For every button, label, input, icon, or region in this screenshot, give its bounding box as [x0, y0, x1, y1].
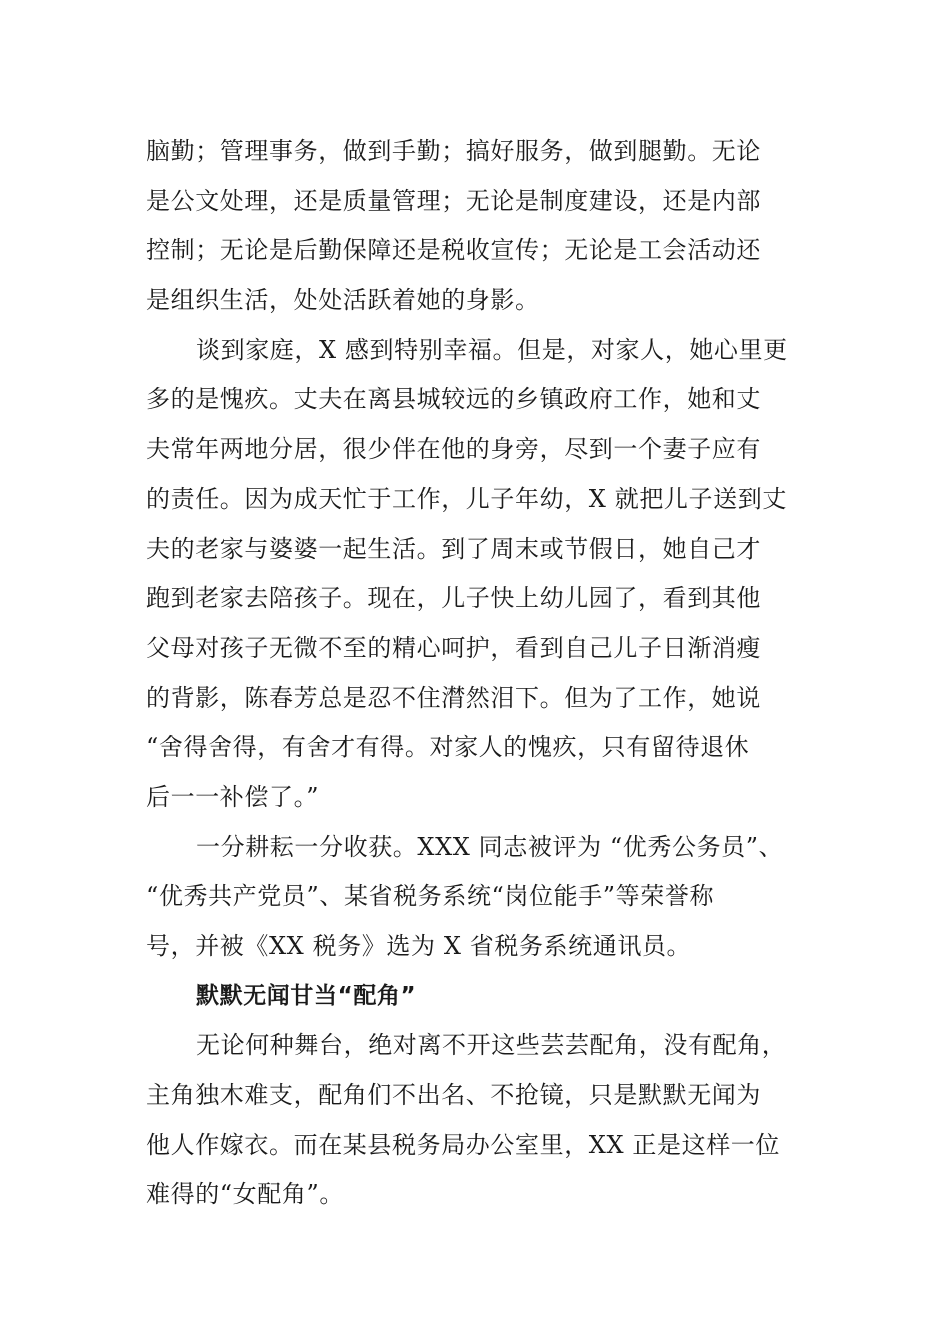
- section-heading: 默默无闻甘当“配角”: [196, 982, 417, 1009]
- paragraph-start-line: 一分耕耘一分收获。XXX 同志被评为 “优秀公务员”、: [196, 832, 784, 861]
- body-line: “优秀共产党员”、某省税务系统“岗位能手”等荣誉称: [146, 882, 715, 911]
- body-line: 他人作嫁衣。而在某县税务局办公室里，XX 正是这样一位: [146, 1130, 780, 1159]
- body-line: 的责任。因为成天忙于工作，儿子年幼，X 就把儿子送到丈: [146, 484, 787, 513]
- body-line: 后一一补偿了。”: [146, 782, 320, 811]
- body-line: “舍得舍得，有舍才有得。对家人的愧疚，只有留待退休: [146, 733, 750, 762]
- body-line: 主角独木难支，配角们不出名、不抢镜，只是默默无闻为: [146, 1081, 761, 1110]
- body-line: 是公文处理，还是质量管理；无论是制度建设，还是内部: [146, 186, 761, 215]
- body-line: 号，并被《XX 税务》选为 X 省税务系统通讯员。: [146, 932, 692, 960]
- body-line: 脑勤；管理事务，做到手勤；搞好服务，做到腿勤。无论: [146, 137, 761, 165]
- body-line: 难得的“女配角”。: [146, 1180, 344, 1209]
- body-line: 夫常年两地分居，很少伴在他的身旁，尽到一个妻子应有: [146, 435, 761, 464]
- body-line: 的背影，陈春芳总是忍不住潸然泪下。但为了工作，她说: [146, 683, 761, 712]
- body-line: 父母对孩子无微不至的精心呵护，看到自己儿子日渐消瘦: [146, 633, 761, 662]
- body-line: 夫的老家与婆婆一起生活。到了周末或节假日，她自己才: [146, 534, 761, 563]
- paragraph-start-line: 无论何种舞台，绝对离不开这些芸芸配角，没有配角，: [196, 1031, 787, 1060]
- paragraph-start-line: 谈到家庭，X 感到特别幸福。但是，对家人，她心里更: [196, 335, 788, 364]
- body-line: 多的是愧疚。丈夫在离县城较远的乡镇政府工作，她和丈: [146, 385, 761, 414]
- body-line: 是组织生活，处处活跃着她的身影。: [146, 286, 540, 315]
- document-body: [146, 127, 812, 1220]
- body-line: 控制；无论是后勤保障还是税收宣传；无论是工会活动还: [146, 236, 761, 265]
- body-line: 跑到老家去陪孩子。现在，儿子快上幼儿园了，看到其他: [146, 584, 761, 613]
